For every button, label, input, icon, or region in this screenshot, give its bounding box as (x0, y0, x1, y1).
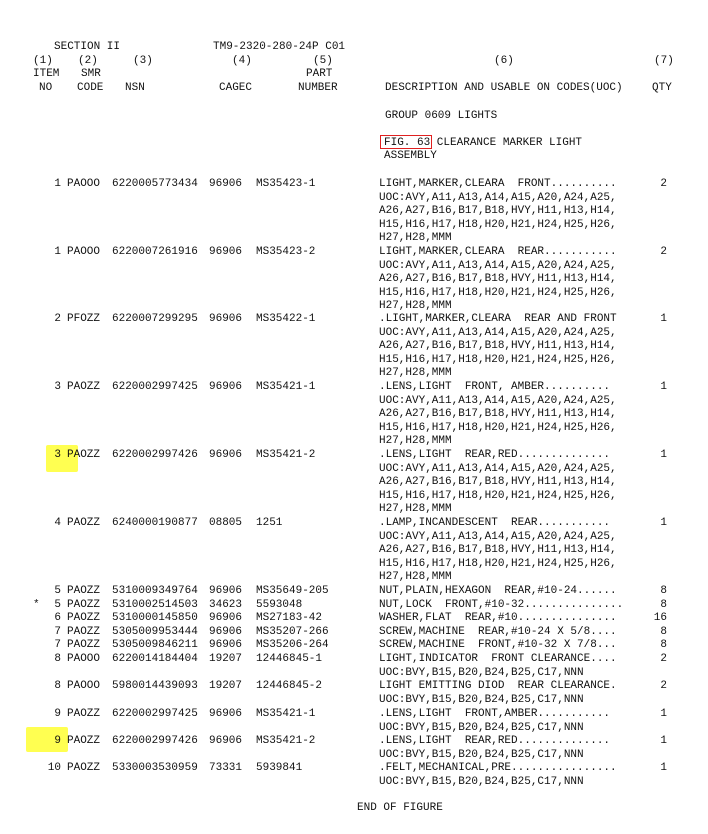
item-no: 7 (54, 639, 61, 651)
description-line: UOC:BVY,B15,B20,B24,B25,C17,NNN (379, 721, 584, 734)
col-num-1: (1) (33, 55, 53, 67)
cagec: 96906 (209, 449, 243, 461)
description-line: UOC:AVY,A11,A13,A14,A15,A20,A24,A25, (379, 191, 617, 204)
description-line: LIGHT,INDICATOR FRONT CLEARANCE.... (379, 653, 617, 665)
col-head-qty: QTY (652, 82, 672, 94)
description-line: .LENS,LIGHT REAR,RED.............. (379, 449, 611, 461)
description-line: .LENS,LIGHT REAR,RED.............. (379, 735, 611, 747)
cagec: 96906 (209, 612, 243, 624)
description-line: .LENS,LIGHT FRONT,AMBER........... (379, 708, 611, 720)
smr-code: PAOZZ (67, 639, 101, 651)
description-line: UOC:AVY,A11,A13,A14,A15,A20,A24,A25, (379, 326, 617, 339)
smr-code: PAOOO (67, 178, 101, 190)
description-line: H27,H28,MMM (379, 232, 452, 244)
figure-title-line2: ASSEMBLY (384, 150, 437, 162)
part-number: MS35421-1 (256, 708, 316, 720)
description-line: H15,H16,H17,H18,H20,H21,H24,H25,H26, (379, 557, 617, 570)
qty: 2 (660, 178, 667, 190)
nsn: 5330003530959 (112, 762, 198, 774)
item-no: 3 (54, 381, 61, 393)
nsn: 5310002514503 (112, 599, 198, 611)
smr-code: PAOZZ (67, 762, 101, 774)
nsn: 6220002997425 (112, 708, 198, 720)
description-line: H15,H16,H17,H18,H20,H21,H24,H25,H26, (379, 286, 617, 299)
description-line: UOC:BVY,B15,B20,B24,B25,C17,NNN (379, 693, 584, 706)
qty: 8 (660, 639, 667, 651)
part-number: 5593048 (256, 599, 303, 611)
nsn: 5980014439093 (112, 680, 198, 692)
description-line: SCREW,MACHINE REAR,#10-24 X 5/8.... (379, 626, 617, 638)
part-number: 12446845-1 (256, 653, 323, 665)
description-line: LIGHT EMITTING DIOD REAR CLEARANCE. (379, 680, 617, 692)
smr-code: PAOZZ (67, 449, 101, 461)
description-line: H27,H28,MMM (379, 503, 452, 515)
description-line: NUT,LOCK FRONT,#10-32............... (379, 599, 624, 611)
description-line: A26,A27,B16,B17,B18,HVY,H11,H13,H14, (379, 273, 617, 285)
item-no: 9 (54, 708, 61, 720)
description-line: LIGHT,MARKER,CLEARA FRONT.......... (379, 178, 617, 190)
description-line: H15,H16,H17,H18,H20,H21,H24,H25,H26, (379, 353, 617, 366)
cagec: 96906 (209, 735, 243, 747)
col-head-item: ITEM (33, 68, 60, 80)
smr-code: PAOZZ (67, 735, 101, 747)
cagec: 96906 (209, 381, 243, 393)
nsn: 5310009349764 (112, 585, 198, 597)
description-line: A26,A27,B16,B17,B18,HVY,H11,H13,H14, (379, 544, 617, 556)
description-line: A26,A27,B16,B17,B18,HVY,H11,H13,H14, (379, 476, 617, 488)
col-num-4: (4) (232, 55, 252, 67)
cagec: 96906 (209, 313, 243, 325)
item-no: 8 (54, 680, 61, 692)
col-head-nsn: NSN (125, 82, 145, 94)
qty: 8 (660, 585, 667, 597)
col-head-description: DESCRIPTION AND USABLE ON CODES(UOC) (385, 82, 623, 94)
cagec: 96906 (209, 639, 243, 651)
smr-code: PAOZZ (67, 612, 101, 624)
item-no: 9 (54, 735, 61, 747)
cagec: 73331 (209, 762, 243, 774)
description-line: H15,H16,H17,H18,H20,H21,H24,H25,H26, (379, 489, 617, 502)
nsn: 6220002997426 (112, 449, 198, 461)
description-line: .LIGHT,MARKER,CLEARA REAR AND FRONT (379, 313, 617, 325)
description-line: UOC:AVY,A11,A13,A14,A15,A20,A24,A25, (379, 259, 617, 272)
tm-number: TM9-2320-280-24P C01 (213, 41, 346, 53)
group-title: GROUP 0609 LIGHTS (385, 110, 498, 122)
item-no: 3 (54, 449, 61, 461)
smr-code: PAOOO (67, 246, 101, 258)
nsn: 5305009953444 (112, 626, 198, 638)
description-line: .LENS,LIGHT FRONT, AMBER.......... (379, 381, 611, 393)
col-head-no: NO (39, 82, 53, 94)
description-line: .LAMP,INCANDESCENT REAR........... (379, 517, 611, 529)
qty: 2 (660, 680, 667, 692)
smr-code: PAOZZ (67, 708, 101, 720)
part-number: MS35423-2 (256, 246, 316, 258)
nsn: 5305009846211 (112, 639, 198, 651)
part-number: MS35421-2 (256, 735, 316, 747)
part-number: MS27183-42 (256, 612, 323, 624)
end-of-figure: END OF FIGURE (357, 802, 443, 814)
description-line: A26,A27,B16,B17,B18,HVY,H11,H13,H14, (379, 205, 617, 217)
col-head-part: PART (306, 68, 333, 80)
nsn: 6220007299295 (112, 313, 198, 325)
description-line: UOC:BVY,B15,B20,B24,B25,C17,NNN (379, 666, 584, 679)
nsn: 5310000145850 (112, 612, 198, 624)
nsn: 6220002997426 (112, 735, 198, 747)
part-number: MS35422-1 (256, 313, 316, 325)
cagec: 34623 (209, 599, 243, 611)
description-line: UOC:BVY,B15,B20,B24,B25,C17,NNN (379, 775, 584, 788)
description-line: H15,H16,H17,H18,H20,H21,H24,H25,H26, (379, 218, 617, 231)
part-number: MS35423-1 (256, 178, 316, 190)
highlight-mark (26, 727, 68, 752)
col-head-cagec: CAGEC (219, 82, 253, 94)
part-number: MS35421-1 (256, 381, 316, 393)
part-number: 5939841 (256, 762, 303, 774)
nsn: 6240000190877 (112, 517, 198, 529)
col-num-6: (6) (494, 55, 514, 67)
col-num-3: (3) (133, 55, 153, 67)
description-line: .FELT,MECHANICAL,PRE................ (379, 762, 617, 774)
section-label: SECTION II (54, 41, 121, 53)
qty: 1 (660, 762, 667, 774)
part-number: 1251 (256, 517, 283, 529)
qty: 1 (660, 449, 667, 461)
cagec: 08805 (209, 517, 243, 529)
description-line: NUT,PLAIN,HEXAGON REAR,#10-24...... (379, 585, 617, 597)
col-num-2: (2) (78, 55, 98, 67)
description-line: UOC:BVY,B15,B20,B24,B25,C17,NNN (379, 748, 584, 761)
item-no: 5 (54, 599, 61, 611)
qty: 8 (660, 599, 667, 611)
qty: 1 (660, 517, 667, 529)
description-line: H27,H28,MMM (379, 300, 452, 312)
smr-code: PAOZZ (67, 381, 101, 393)
description-line: H27,H28,MMM (379, 435, 452, 447)
cagec: 96906 (209, 246, 243, 258)
description-line: H27,H28,MMM (379, 571, 452, 583)
cagec: 96906 (209, 708, 243, 720)
figure-title: FIG. 63 CLEARANCE MARKER LIGHT (384, 137, 583, 149)
qty: 2 (660, 246, 667, 258)
item-no: 1 (54, 178, 61, 190)
qty: 8 (660, 626, 667, 638)
qty: 1 (660, 381, 667, 393)
nsn: 6220014184404 (112, 653, 198, 665)
smr-code: PAOZZ (67, 599, 101, 611)
part-number: 12446845-2 (256, 680, 323, 692)
part-number: MS35206-264 (256, 639, 329, 651)
smr-code: PAOOO (67, 653, 101, 665)
qty: 1 (660, 708, 667, 720)
description-line: H15,H16,H17,H18,H20,H21,H24,H25,H26, (379, 421, 617, 434)
description-line: UOC:AVY,A11,A13,A14,A15,A20,A24,A25, (379, 394, 617, 407)
change-marker: * (33, 599, 40, 611)
part-number: MS35207-266 (256, 626, 329, 638)
item-no: 6 (54, 612, 61, 624)
qty: 1 (660, 313, 667, 325)
smr-code: PFOZZ (67, 313, 101, 325)
col-head-smr: SMR (81, 68, 101, 80)
description-line: LIGHT,MARKER,CLEARA REAR........... (379, 246, 617, 258)
part-number: MS35421-2 (256, 449, 316, 461)
qty: 2 (660, 653, 667, 665)
smr-code: PAOOO (67, 680, 101, 692)
part-number: MS35649-205 (256, 585, 329, 597)
col-head-number: NUMBER (298, 82, 338, 94)
nsn: 6220002997425 (112, 381, 198, 393)
col-head-code: CODE (77, 82, 104, 94)
item-no: 10 (47, 762, 61, 774)
description-line: UOC:AVY,A11,A13,A14,A15,A20,A24,A25, (379, 530, 617, 543)
description-line: UOC:AVY,A11,A13,A14,A15,A20,A24,A25, (379, 462, 617, 475)
description-line: WASHER,FLAT REAR,#10............... (379, 612, 617, 624)
smr-code: PAOZZ (67, 626, 101, 638)
description-line: SCREW,MACHINE FRONT,#10-32 X 7/8... (379, 639, 617, 651)
col-num-5: (5) (313, 55, 333, 67)
description-line: H27,H28,MMM (379, 367, 452, 379)
item-no: 7 (54, 626, 61, 638)
smr-code: PAOZZ (67, 517, 101, 529)
description-line: A26,A27,B16,B17,B18,HVY,H11,H13,H14, (379, 408, 617, 420)
nsn: 6220005773434 (112, 178, 198, 190)
item-no: 1 (54, 246, 61, 258)
qty: 16 (653, 612, 667, 624)
cagec: 96906 (209, 585, 243, 597)
item-no: 5 (54, 585, 61, 597)
qty: 1 (660, 735, 667, 747)
item-no: 8 (54, 653, 61, 665)
item-no: 4 (54, 517, 61, 529)
item-no: 2 (54, 313, 61, 325)
cagec: 19207 (209, 653, 243, 665)
cagec: 19207 (209, 680, 243, 692)
nsn: 6220007261916 (112, 246, 198, 258)
cagec: 96906 (209, 178, 243, 190)
description-line: A26,A27,B16,B17,B18,HVY,H11,H13,H14, (379, 340, 617, 352)
col-num-7: (7) (654, 55, 674, 67)
smr-code: PAOZZ (67, 585, 101, 597)
cagec: 96906 (209, 626, 243, 638)
